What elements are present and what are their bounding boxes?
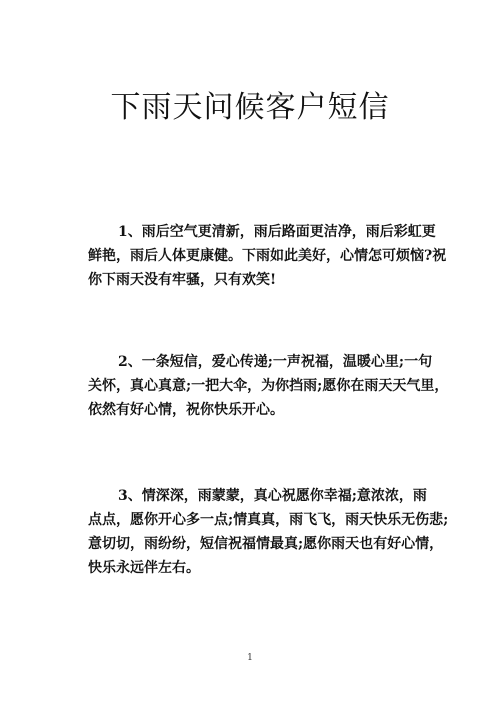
- paragraph-line: 依然有好心情，祝你快乐开心。: [88, 402, 284, 418]
- paragraph-2: [88, 350, 449, 422]
- paragraph-line: 你下雨天没有牢骚，只有欢笑!: [88, 272, 277, 288]
- document-title: 下雨天问候客户短信: [110, 90, 390, 125]
- paragraph-line: 关怀，真心真意;一把大伞，为你挡雨;愿你在雨天天气里，: [88, 378, 449, 394]
- paragraph-line: 2、一条短信，爱心传递;一声祝福，温暖心里;一句: [118, 354, 433, 370]
- paragraph-line: 点点，愿你开心多一点;情真真，雨飞飞，雨天快乐无伤悲;: [88, 512, 449, 528]
- paragraph-1: [88, 220, 447, 292]
- paragraph-3: [88, 484, 449, 580]
- paragraph-line: 3、情深深，雨蒙蒙，真心祝愿你幸福;意浓浓，雨: [118, 488, 427, 504]
- paragraph-line: 1、雨后空气更清新，雨后路面更洁净，雨后彩虹更: [118, 224, 436, 240]
- page-number: 1: [247, 653, 253, 663]
- paragraph-line: 意切切，雨纷纷，短信祝福情最真;愿你雨天也有好心情，: [88, 536, 444, 552]
- paragraph-line: 鲜艳，雨后人体更康健。下雨如此美好，心情怎可烦恼?祝: [88, 248, 447, 264]
- paragraph-line: 快乐永远伴左右。: [88, 560, 200, 576]
